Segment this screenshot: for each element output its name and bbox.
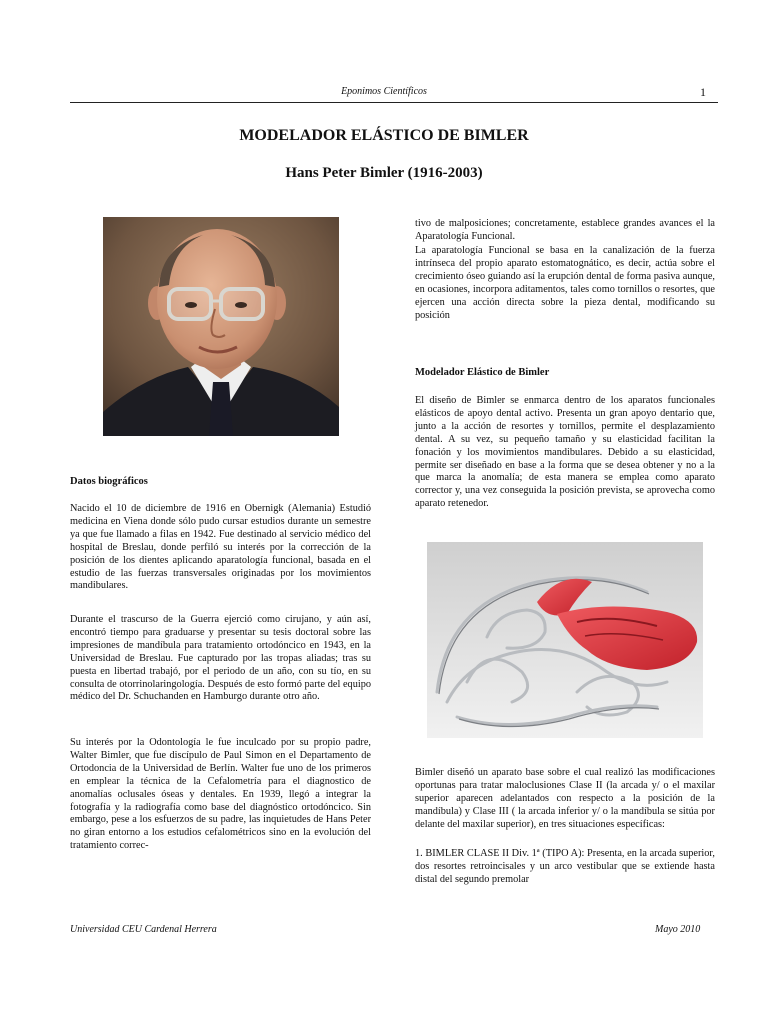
appliance-photo bbox=[427, 542, 703, 738]
document-subtitle: Hans Peter Bimler (1916-2003) bbox=[285, 165, 483, 181]
right-paragraph-2: La aparatología Funcional se basa en la canalización de la fuerza intrínseca del propio aparato estomatognático, es decir, actúa sobre el crecimiento óseo guiando así la erupción dental de forma pasiva aunque, en ocasiones, incorpora aditamentos, tales como tornillos o resortes, que ejercen una acción directa sobre la pieza dental, modificando su posición bbox=[415, 245, 715, 321]
right-paragraph-3: El diseño de Bimler se enmarca dentro de los aparatos funcionales elásticos de apoyo dental activo. Presenta un gran apoyo dentario que, junto a la acción de resortes y tornillos, permite el desplazamiento dental. A su vez, su pequeño tamaño y su elasticidad facilitan la fonación y los movimientos mandibulares. Debido a su elasticidad, permite ser diseñado en base a la forma que se desea obtener y no a la que marca la anomalía; de esta manera se emplea como aparato corrector y, una vez conseguida la posición prevista, se aprovecha como aparato retenedor. bbox=[415, 395, 715, 510]
header-rule bbox=[70, 102, 718, 103]
footer-date: Mayo 2010 bbox=[655, 924, 701, 935]
right-paragraph-1: tivo de malposiciones; concretamente, establece grandes avances el la Aparatología Funcional. bbox=[415, 218, 715, 242]
footer-institution: Universidad CEU Cardenal Herrera bbox=[70, 924, 217, 935]
document-title: MODELADOR ELÁSTICO DE BIMLER bbox=[239, 127, 529, 144]
left-paragraph-1: Nacido el 10 de diciembre de 1916 en Obernigk (Alemania) Estudió medicina en Viena donde sólo pudo cursar estudios durante un semestre ya que fue llamado a filas en 1942. Fue destinado al servicio médico del hospital de Breslau, donde perfiló su interés por la corrección de la posición de los dientes aplicando aparatología funcional, basada en el estudio de las fuerzas transversales originadas por los movimientos mandibulares. bbox=[70, 503, 371, 592]
heading-bimler-modeler: Modelador Elástico de Bimler bbox=[415, 367, 550, 378]
page-number: 1 bbox=[700, 85, 706, 99]
left-paragraph-2: Durante el trascurso de la Guerra ejerció como cirujano, y aún así, encontró tiempo para graduarse y presentar su tesis doctoral sobre las impresiones de mandíbula para tratamiento ortodóncico en 1943, en la Universidad de Breslau. Fue capturado por las tropas aliadas; tras su puesta en libertad trabajó, por el periodo de un año, con su tío, en su consulta de otorrinolaringología. Después de esto formó parte del equipo médico del Dr. Schuchanden en Hamburgo durante otro año. bbox=[70, 614, 371, 703]
portrait-photo bbox=[103, 217, 339, 436]
heading-biographical-data: Datos biográficos bbox=[70, 476, 148, 487]
right-paragraph-4: Bimler diseñó un aparato base sobre el cual realizó las modificaciones oportunas para tratar maloclusiones Clase II (la arcada y/ o el maxilar superior aparecen adelantados con respecto a la posición de la mandíbula) y Clase III ( la arcada inferior y/ o la mandíbula se sitúa por delante del maxilar superior), en tres situaciones específicas: bbox=[415, 767, 715, 830]
running-header-title: Eponimos Científicos bbox=[341, 86, 427, 97]
right-paragraph-5: 1. BIMLER CLASE II Div. 1ª (TIPO A): Presenta, en la arcada superior, dos resortes retroincisales y un arco vestibular que se extiende hasta distal del segundo premolar bbox=[415, 848, 715, 885]
left-paragraph-3: Su interés por la Odontología le fue inculcado por su propio padre, Walter Bimler, que fue discípulo de Paul Simon en el Departamento de Ortodoncia de la Universidad de Berlín. Walter fue uno de los primeros en emplear la técnica de la Cefalometría para el diagnostico de anomalías oclusales óseas y dentales. En 1939, llegó a integrar la fotografía y la radiografía como base del diagnóstico ortodóncico. Sin embargo, pese a los esfuerzos de su padre, las inquietudes de Hans Peter no giran entorno a los estudios cefalométricos sino en la evolución del tratamiento correc- bbox=[70, 737, 371, 852]
